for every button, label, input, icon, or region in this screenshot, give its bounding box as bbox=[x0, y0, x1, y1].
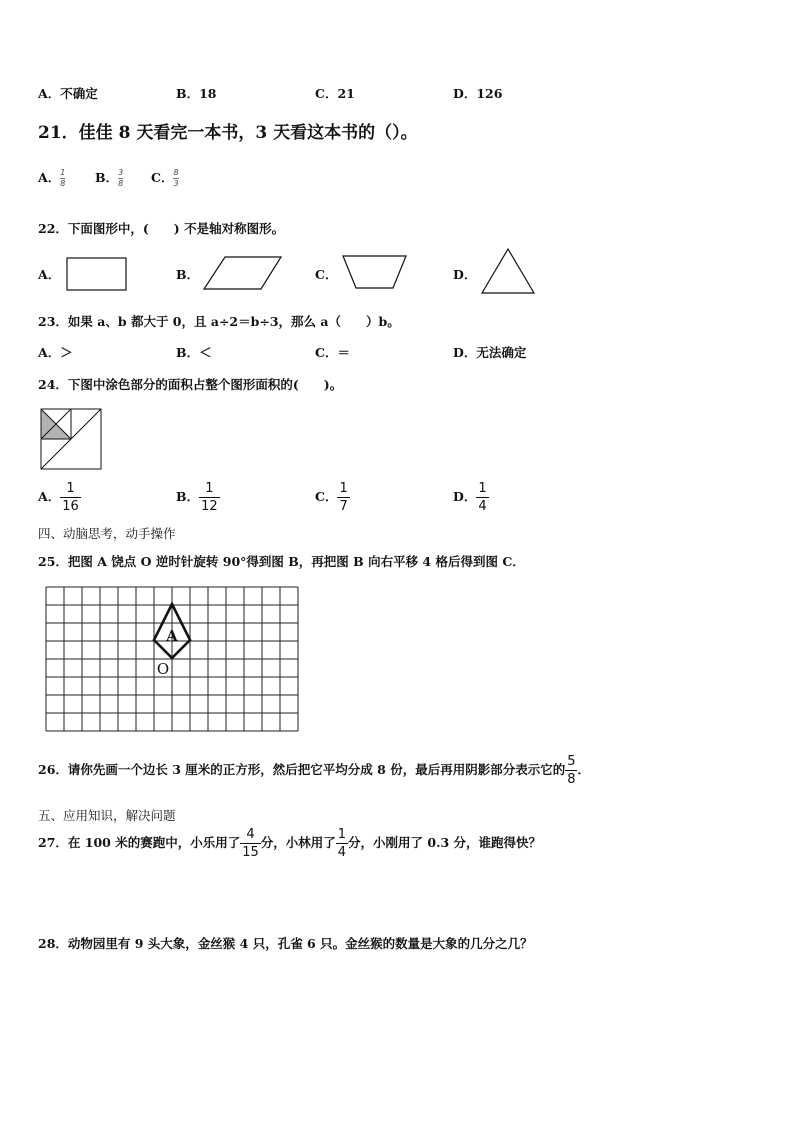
q21-fraction-b: $\frac{3}{8}$ bbox=[118, 168, 124, 188]
q24-fraction-d: $\frac{1}{4}$ bbox=[478, 481, 487, 514]
q21-option-a: A． $\frac{1}{8}$ bbox=[38, 168, 66, 188]
q25-grid bbox=[45, 586, 301, 734]
q21-question: 21．佳佳 8 天看完一本书，3 天看这本书的（）。 bbox=[38, 123, 418, 143]
triangle-shape bbox=[481, 248, 537, 296]
rectangle-shape bbox=[66, 257, 128, 293]
q23-option-b: B．＜ bbox=[176, 345, 212, 360]
q21-fraction-c: $\frac{8}{3}$ bbox=[173, 168, 179, 188]
section-5-heading: 五、应用知识，解决问题 bbox=[38, 808, 176, 823]
point-o-label: O bbox=[156, 660, 170, 678]
q23-option-a: A．＞ bbox=[38, 345, 73, 360]
q24-fraction-a: $\frac{1}{16}$ bbox=[62, 481, 79, 514]
q22-option-d: D． bbox=[453, 267, 477, 282]
q24-option-a: A． $\frac{1}{16}$ bbox=[38, 481, 79, 514]
q26-fraction: $\frac{5}{8}$ bbox=[567, 754, 576, 787]
q20-option-d: D．126 bbox=[453, 86, 503, 101]
q22-question: 22．下面图形中，( ) 不是轴对称图形。 bbox=[38, 221, 285, 236]
q23-option-d: D．无法确定 bbox=[453, 345, 527, 360]
q22-option-b: B． bbox=[176, 267, 200, 282]
q20-option-b: B．18 bbox=[176, 86, 217, 101]
q22-option-a: A． bbox=[38, 267, 61, 282]
q24-fraction-b: $\frac{1}{12}$ bbox=[201, 481, 218, 514]
q28-question: 28．动物园里有 9 头大象，金丝猴 4 只，孔雀 6 只。金丝猴的数量是大象的几分之几？ bbox=[38, 936, 533, 951]
q24-figure bbox=[40, 408, 104, 472]
shape-a-label: A bbox=[166, 627, 178, 645]
q21-option-b: B． $\frac{3}{8}$ bbox=[95, 168, 124, 188]
q21-option-c: C． $\frac{8}{3}$ bbox=[151, 168, 179, 188]
q23-option-c: C．＝ bbox=[315, 345, 350, 360]
trapezoid-shape bbox=[342, 255, 408, 291]
q21-fraction-a: $\frac{1}{8}$ bbox=[60, 168, 66, 188]
q22-option-c: C． bbox=[315, 267, 338, 282]
q24-fraction-c: $\frac{1}{7}$ bbox=[339, 481, 348, 514]
q27-fraction-1: $\frac{4}{15}$ bbox=[242, 827, 259, 860]
q20-option-a: A．不确定 bbox=[38, 86, 98, 101]
q24-option-d: D． $\frac{1}{4}$ bbox=[453, 481, 487, 514]
q27-question: 27．在 100 米的赛跑中，小乐用了 $\frac{4}{15}$ 分，小林用了 $\frac{1}{4}$ 分，小刚用了 0.3 分，谁跑得快？ bbox=[38, 827, 541, 860]
q27-fraction-2: $\frac{1}{4}$ bbox=[337, 827, 347, 860]
q23-question: 23．如果 a、b 都大于 0，且 a÷2＝b÷3，那么 a（ ）b。 bbox=[38, 314, 400, 329]
q20-option-c: C．21 bbox=[315, 86, 355, 101]
section-4-heading: 四、动脑思考，动手操作 bbox=[38, 526, 176, 541]
parallelogram-shape bbox=[203, 256, 283, 292]
q25-question: 25．把图 A 饶点 O 逆时针旋转 90°得到图 B，再把图 B 向右平移 4 格后得到图 C． bbox=[38, 554, 525, 569]
q24-option-b: B． $\frac{1}{12}$ bbox=[176, 481, 218, 514]
q24-option-c: C． $\frac{1}{7}$ bbox=[315, 481, 348, 514]
q26-question: 26．请你先画一个边长 3 厘米的正方形，然后把它平均分成 8 份，最后再用阴影部分表示它的 $\frac{5}{8}$ ． bbox=[38, 754, 590, 787]
q24-question: 24．下图中涂色部分的面积占整个图形面积的( )。 bbox=[38, 377, 343, 392]
